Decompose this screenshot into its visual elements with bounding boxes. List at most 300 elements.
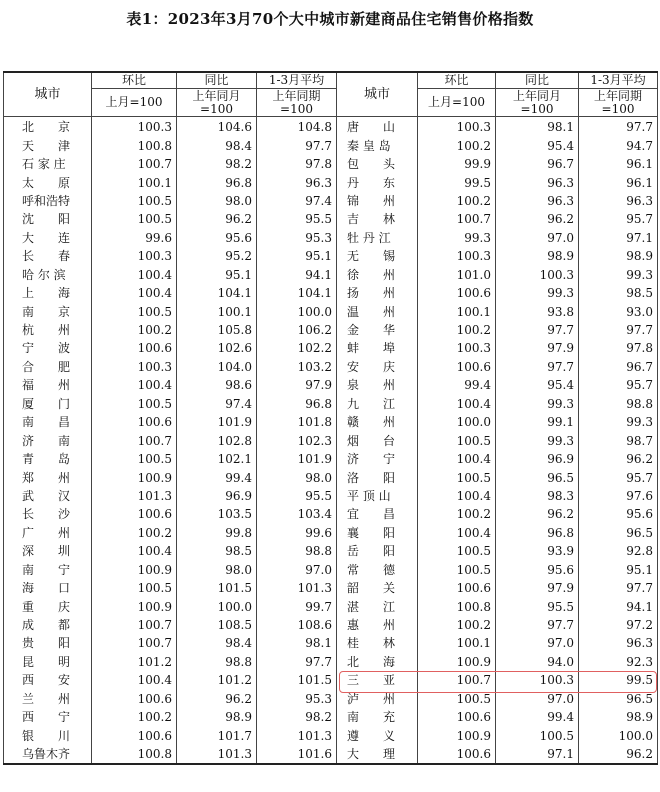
table-row xyxy=(4,210,658,228)
city-name: 贵 阳 xyxy=(4,634,92,652)
yoy-value: 99.8 xyxy=(177,524,257,542)
yoy-value: 95.1 xyxy=(177,266,257,284)
avg-value: 106.2 xyxy=(257,321,337,339)
mom-value: 100.6 xyxy=(92,505,177,523)
avg-value: 101.5 xyxy=(257,671,337,689)
avg-value: 95.5 xyxy=(257,210,337,228)
yoy-value-2: 97.7 xyxy=(496,321,579,339)
avg-value-2: 95.7 xyxy=(579,376,658,394)
mom-value-2: 100.5 xyxy=(418,690,496,708)
table-row xyxy=(4,173,658,191)
avg-value-2: 97.7 xyxy=(579,579,658,597)
avg-value-2: 94.1 xyxy=(579,597,658,615)
yoy-value-2: 96.5 xyxy=(496,468,579,486)
avg-value-2: 99.5 xyxy=(579,671,658,689)
city-name: 武 汉 xyxy=(4,487,92,505)
avg-value: 97.0 xyxy=(257,561,337,579)
yoy-value-2: 93.8 xyxy=(496,302,579,320)
mom-value: 101.2 xyxy=(92,653,177,671)
avg-value: 97.4 xyxy=(257,192,337,210)
mom-value-2: 100.4 xyxy=(418,487,496,505)
avg-value-2: 95.7 xyxy=(579,468,658,486)
mom-value: 100.5 xyxy=(92,302,177,320)
avg-value-2: 92.8 xyxy=(579,542,658,560)
mom-value-2: 100.3 xyxy=(418,247,496,265)
avg-value-2: 95.7 xyxy=(579,210,658,228)
mom-value: 100.7 xyxy=(92,634,177,652)
city-name-2: 金 华 xyxy=(337,321,418,339)
yoy-value: 102.8 xyxy=(177,431,257,449)
yoy-value: 101.7 xyxy=(177,726,257,744)
city-name-2: 南 充 xyxy=(337,708,418,726)
yoy-value: 100.0 xyxy=(177,597,257,615)
mom-value: 100.5 xyxy=(92,579,177,597)
avg-value: 102.2 xyxy=(257,339,337,357)
mom-value: 100.2 xyxy=(92,524,177,542)
header-yoy-base-2: 上年同月 =100 xyxy=(496,89,579,117)
avg-value-2: 99.3 xyxy=(579,413,658,431)
table-row xyxy=(4,321,658,339)
avg-value: 101.8 xyxy=(257,413,337,431)
city-name-2: 泸 州 xyxy=(337,690,418,708)
mom-value-2: 100.6 xyxy=(418,745,496,764)
city-name-2: 宜 昌 xyxy=(337,505,418,523)
avg-value-2: 92.3 xyxy=(579,653,658,671)
mom-value: 100.6 xyxy=(92,339,177,357)
table-row xyxy=(4,229,658,247)
mom-value: 100.7 xyxy=(92,155,177,173)
table-row xyxy=(4,487,658,505)
avg-value: 103.4 xyxy=(257,505,337,523)
avg-value-2: 96.2 xyxy=(579,450,658,468)
yoy-value: 98.0 xyxy=(177,192,257,210)
avg-value: 97.9 xyxy=(257,376,337,394)
city-name-2: 平 顶 山 xyxy=(337,487,418,505)
yoy-value: 96.9 xyxy=(177,487,257,505)
yoy-value: 103.5 xyxy=(177,505,257,523)
avg-value-2: 97.7 xyxy=(579,117,658,137)
header-avg-base: 上年同期 =100 xyxy=(257,89,337,117)
table-row xyxy=(4,395,658,413)
avg-value: 98.2 xyxy=(257,708,337,726)
table-row xyxy=(4,561,658,579)
mom-value-2: 100.6 xyxy=(418,708,496,726)
yoy-value-2: 99.4 xyxy=(496,708,579,726)
header-yoy: 同比 xyxy=(177,72,257,89)
avg-value-2: 97.8 xyxy=(579,339,658,357)
yoy-value: 98.6 xyxy=(177,376,257,394)
mom-value-2: 100.5 xyxy=(418,542,496,560)
mom-value: 100.2 xyxy=(92,708,177,726)
avg-value: 96.8 xyxy=(257,395,337,413)
city-name-2: 包 头 xyxy=(337,155,418,173)
city-name-2: 三 亚 xyxy=(337,671,418,689)
city-name: 呼和浩特 xyxy=(4,192,92,210)
city-name: 西 宁 xyxy=(4,708,92,726)
yoy-value: 96.2 xyxy=(177,690,257,708)
mom-value-2: 100.2 xyxy=(418,136,496,154)
city-name: 哈 尔 滨 xyxy=(4,266,92,284)
mom-value-2: 100.0 xyxy=(418,413,496,431)
avg-value-2: 97.7 xyxy=(579,321,658,339)
header-avg-base-2: 上年同期 =100 xyxy=(579,89,658,117)
mom-value: 100.4 xyxy=(92,266,177,284)
city-name: 青 岛 xyxy=(4,450,92,468)
city-name: 银 川 xyxy=(4,726,92,744)
yoy-value: 104.1 xyxy=(177,284,257,302)
city-name: 昆 明 xyxy=(4,653,92,671)
table-row xyxy=(4,597,658,615)
price-index-table xyxy=(3,71,658,765)
mom-value-2: 100.4 xyxy=(418,395,496,413)
city-name: 长 春 xyxy=(4,247,92,265)
table-row xyxy=(4,339,658,357)
avg-value: 101.6 xyxy=(257,745,337,764)
mom-value-2: 100.6 xyxy=(418,284,496,302)
avg-value: 98.1 xyxy=(257,634,337,652)
avg-value-2: 98.9 xyxy=(579,247,658,265)
avg-value-2: 98.7 xyxy=(579,431,658,449)
yoy-value-2: 96.8 xyxy=(496,524,579,542)
table-row xyxy=(4,468,658,486)
avg-value-2: 95.6 xyxy=(579,505,658,523)
yoy-value: 102.1 xyxy=(177,450,257,468)
table-row xyxy=(4,708,658,726)
avg-value: 104.8 xyxy=(257,117,337,137)
header-yoy-base: 上年同月 =100 xyxy=(177,89,257,117)
city-name: 上 海 xyxy=(4,284,92,302)
header-mom-base-2: 上月=100 xyxy=(418,89,496,117)
table-row xyxy=(4,192,658,210)
avg-value-2: 96.1 xyxy=(579,155,658,173)
mom-value: 101.3 xyxy=(92,487,177,505)
yoy-value-2: 100.5 xyxy=(496,726,579,744)
yoy-value-2: 100.3 xyxy=(496,671,579,689)
mom-value: 100.7 xyxy=(92,616,177,634)
avg-value: 99.7 xyxy=(257,597,337,615)
yoy-value: 98.4 xyxy=(177,136,257,154)
yoy-value: 102.6 xyxy=(177,339,257,357)
mom-value: 100.8 xyxy=(92,745,177,764)
avg-value: 95.3 xyxy=(257,229,337,247)
mom-value-2: 100.4 xyxy=(418,450,496,468)
city-name-2: 扬 州 xyxy=(337,284,418,302)
table-row xyxy=(4,579,658,597)
yoy-value: 108.5 xyxy=(177,616,257,634)
mom-value-2: 100.3 xyxy=(418,117,496,137)
mom-value-2: 100.1 xyxy=(418,634,496,652)
mom-value-2: 100.5 xyxy=(418,468,496,486)
avg-value-2: 96.5 xyxy=(579,690,658,708)
city-name: 济 南 xyxy=(4,431,92,449)
avg-value: 95.3 xyxy=(257,690,337,708)
mom-value: 100.3 xyxy=(92,247,177,265)
table-row xyxy=(4,671,658,689)
yoy-value-2: 95.4 xyxy=(496,376,579,394)
yoy-value-2: 96.2 xyxy=(496,210,579,228)
avg-value-2: 99.3 xyxy=(579,266,658,284)
city-name: 重 庆 xyxy=(4,597,92,615)
yoy-value: 100.1 xyxy=(177,302,257,320)
city-name-2: 遵 义 xyxy=(337,726,418,744)
mom-value-2: 100.8 xyxy=(418,597,496,615)
table-row xyxy=(4,726,658,744)
yoy-value-2: 99.1 xyxy=(496,413,579,431)
header-yoy-2: 同比 xyxy=(496,72,579,89)
mom-value-2: 101.0 xyxy=(418,266,496,284)
avg-value: 94.1 xyxy=(257,266,337,284)
table-row xyxy=(4,155,658,173)
yoy-value-2: 98.1 xyxy=(496,117,579,137)
city-name-2: 北 海 xyxy=(337,653,418,671)
yoy-value-2: 96.2 xyxy=(496,505,579,523)
city-name: 沈 阳 xyxy=(4,210,92,228)
mom-value-2: 100.6 xyxy=(418,358,496,376)
yoy-value: 101.9 xyxy=(177,413,257,431)
mom-value: 100.4 xyxy=(92,542,177,560)
yoy-value-2: 97.0 xyxy=(496,634,579,652)
mom-value-2: 99.5 xyxy=(418,173,496,191)
header-mom: 环比 xyxy=(92,72,177,89)
table-row xyxy=(4,302,658,320)
yoy-value-2: 95.6 xyxy=(496,561,579,579)
avg-value-2: 97.2 xyxy=(579,616,658,634)
city-name-2: 大 理 xyxy=(337,745,418,764)
avg-value: 97.7 xyxy=(257,653,337,671)
city-name-2: 吉 林 xyxy=(337,210,418,228)
city-name-2: 常 德 xyxy=(337,561,418,579)
table-body xyxy=(4,117,658,765)
mom-value-2: 100.2 xyxy=(418,505,496,523)
yoy-value: 98.8 xyxy=(177,653,257,671)
city-name-2: 桂 林 xyxy=(337,634,418,652)
header-avg-2: 1-3月平均 xyxy=(579,72,658,89)
city-name: 厦 门 xyxy=(4,395,92,413)
mom-value-2: 100.4 xyxy=(418,524,496,542)
table-row xyxy=(4,634,658,652)
city-name-2: 无 锡 xyxy=(337,247,418,265)
yoy-value: 98.0 xyxy=(177,561,257,579)
avg-value: 99.6 xyxy=(257,524,337,542)
yoy-value: 95.2 xyxy=(177,247,257,265)
avg-value-2: 98.9 xyxy=(579,708,658,726)
avg-value: 95.5 xyxy=(257,487,337,505)
yoy-value: 101.3 xyxy=(177,745,257,764)
mom-value-2: 100.2 xyxy=(418,321,496,339)
city-name: 大 连 xyxy=(4,229,92,247)
mom-value-2: 100.9 xyxy=(418,653,496,671)
city-name-2: 韶 关 xyxy=(337,579,418,597)
mom-value-2: 100.2 xyxy=(418,192,496,210)
avg-value: 101.3 xyxy=(257,726,337,744)
table-row xyxy=(4,358,658,376)
city-name: 福 州 xyxy=(4,376,92,394)
mom-value-2: 100.5 xyxy=(418,431,496,449)
yoy-value: 99.4 xyxy=(177,468,257,486)
city-name-2: 牡 丹 江 xyxy=(337,229,418,247)
mom-value: 100.5 xyxy=(92,210,177,228)
yoy-value-2: 97.0 xyxy=(496,690,579,708)
mom-value-2: 100.7 xyxy=(418,671,496,689)
city-name-2: 惠 州 xyxy=(337,616,418,634)
yoy-value-2: 98.9 xyxy=(496,247,579,265)
mom-value-2: 100.6 xyxy=(418,579,496,597)
city-name-2: 泉 州 xyxy=(337,376,418,394)
city-name: 长 沙 xyxy=(4,505,92,523)
city-name: 乌鲁木齐 xyxy=(4,745,92,764)
avg-value: 98.8 xyxy=(257,542,337,560)
city-name-2: 徐 州 xyxy=(337,266,418,284)
city-name-2: 丹 东 xyxy=(337,173,418,191)
avg-value: 102.3 xyxy=(257,431,337,449)
yoy-value-2: 94.0 xyxy=(496,653,579,671)
mom-value: 100.3 xyxy=(92,117,177,137)
avg-value: 97.8 xyxy=(257,155,337,173)
mom-value-2: 99.9 xyxy=(418,155,496,173)
mom-value: 100.9 xyxy=(92,561,177,579)
avg-value-2: 96.3 xyxy=(579,634,658,652)
table-row xyxy=(4,745,658,764)
city-name: 南 京 xyxy=(4,302,92,320)
mom-value: 100.4 xyxy=(92,671,177,689)
table-row xyxy=(4,413,658,431)
mom-value: 100.2 xyxy=(92,321,177,339)
yoy-value: 98.9 xyxy=(177,708,257,726)
yoy-value-2: 97.1 xyxy=(496,745,579,764)
header-avg: 1-3月平均 xyxy=(257,72,337,89)
mom-value: 100.6 xyxy=(92,726,177,744)
city-name: 郑 州 xyxy=(4,468,92,486)
mom-value: 100.6 xyxy=(92,690,177,708)
avg-value-2: 95.1 xyxy=(579,561,658,579)
yoy-value-2: 95.5 xyxy=(496,597,579,615)
city-name: 南 昌 xyxy=(4,413,92,431)
yoy-value-2: 95.4 xyxy=(496,136,579,154)
avg-value-2: 97.1 xyxy=(579,229,658,247)
yoy-value-2: 97.7 xyxy=(496,358,579,376)
city-name-2: 洛 阳 xyxy=(337,468,418,486)
city-name-2: 九 江 xyxy=(337,395,418,413)
city-name: 杭 州 xyxy=(4,321,92,339)
city-name-2: 岳 阳 xyxy=(337,542,418,560)
mom-value: 100.4 xyxy=(92,284,177,302)
city-name-2: 秦 皇 岛 xyxy=(337,136,418,154)
city-name-2: 唐 山 xyxy=(337,117,418,137)
yoy-value: 105.8 xyxy=(177,321,257,339)
mom-value-2: 100.2 xyxy=(418,616,496,634)
yoy-value: 97.4 xyxy=(177,395,257,413)
avg-value-2: 100.0 xyxy=(579,726,658,744)
mom-value: 100.9 xyxy=(92,597,177,615)
city-name: 西 安 xyxy=(4,671,92,689)
yoy-value-2: 100.3 xyxy=(496,266,579,284)
table-title: 表1：2023年3月70个大中城市新建商品住宅销售价格指数 xyxy=(126,10,534,28)
mom-value: 100.1 xyxy=(92,173,177,191)
city-name-2: 济 宁 xyxy=(337,450,418,468)
mom-value: 100.5 xyxy=(92,192,177,210)
avg-value-2: 96.7 xyxy=(579,358,658,376)
table-row xyxy=(4,616,658,634)
avg-value: 97.7 xyxy=(257,136,337,154)
city-name: 宁 波 xyxy=(4,339,92,357)
mom-value-2: 99.3 xyxy=(418,229,496,247)
yoy-value: 98.2 xyxy=(177,155,257,173)
mom-value: 100.7 xyxy=(92,431,177,449)
yoy-value-2: 99.3 xyxy=(496,395,579,413)
avg-value: 100.0 xyxy=(257,302,337,320)
avg-value: 103.2 xyxy=(257,358,337,376)
table-row xyxy=(4,376,658,394)
header-mom-2: 环比 xyxy=(418,72,496,89)
mom-value: 99.6 xyxy=(92,229,177,247)
avg-value: 98.0 xyxy=(257,468,337,486)
avg-value: 96.3 xyxy=(257,173,337,191)
header-city-2: 城市 xyxy=(337,72,418,117)
city-name: 天 津 xyxy=(4,136,92,154)
avg-value-2: 96.2 xyxy=(579,745,658,764)
avg-value: 101.9 xyxy=(257,450,337,468)
avg-value: 95.1 xyxy=(257,247,337,265)
city-name-2: 蚌 埠 xyxy=(337,339,418,357)
avg-value-2: 96.3 xyxy=(579,192,658,210)
avg-value-2: 93.0 xyxy=(579,302,658,320)
yoy-value-2: 97.0 xyxy=(496,229,579,247)
table-row xyxy=(4,653,658,671)
yoy-value-2: 98.3 xyxy=(496,487,579,505)
city-name-2: 温 州 xyxy=(337,302,418,320)
city-name-2: 安 庆 xyxy=(337,358,418,376)
yoy-value: 104.6 xyxy=(177,117,257,137)
avg-value-2: 94.7 xyxy=(579,136,658,154)
city-name-2: 烟 台 xyxy=(337,431,418,449)
avg-value-2: 96.1 xyxy=(579,173,658,191)
yoy-value-2: 97.7 xyxy=(496,616,579,634)
yoy-value: 98.4 xyxy=(177,634,257,652)
mom-value: 100.5 xyxy=(92,450,177,468)
yoy-value: 96.8 xyxy=(177,173,257,191)
avg-value-2: 98.5 xyxy=(579,284,658,302)
table-row xyxy=(4,524,658,542)
avg-value: 104.1 xyxy=(257,284,337,302)
yoy-value: 98.5 xyxy=(177,542,257,560)
table-row xyxy=(4,690,658,708)
mom-value-2: 99.4 xyxy=(418,376,496,394)
city-name-2: 湛 江 xyxy=(337,597,418,615)
avg-value-2: 98.8 xyxy=(579,395,658,413)
table-row xyxy=(4,450,658,468)
mom-value-2: 100.5 xyxy=(418,561,496,579)
mom-value-2: 100.1 xyxy=(418,302,496,320)
header-mom-base: 上月=100 xyxy=(92,89,177,117)
mom-value-2: 100.3 xyxy=(418,339,496,357)
mom-value: 100.3 xyxy=(92,358,177,376)
table-row xyxy=(4,284,658,302)
city-name: 石 家 庄 xyxy=(4,155,92,173)
yoy-value: 104.0 xyxy=(177,358,257,376)
city-name: 深 圳 xyxy=(4,542,92,560)
yoy-value: 96.2 xyxy=(177,210,257,228)
mom-value-2: 100.9 xyxy=(418,726,496,744)
yoy-value-2: 96.3 xyxy=(496,192,579,210)
yoy-value: 101.5 xyxy=(177,579,257,597)
city-name-2: 锦 州 xyxy=(337,192,418,210)
table-row xyxy=(4,542,658,560)
table-row xyxy=(4,505,658,523)
city-name: 南 宁 xyxy=(4,561,92,579)
yoy-value-2: 96.9 xyxy=(496,450,579,468)
city-name: 太 原 xyxy=(4,173,92,191)
city-name: 北 京 xyxy=(4,117,92,137)
